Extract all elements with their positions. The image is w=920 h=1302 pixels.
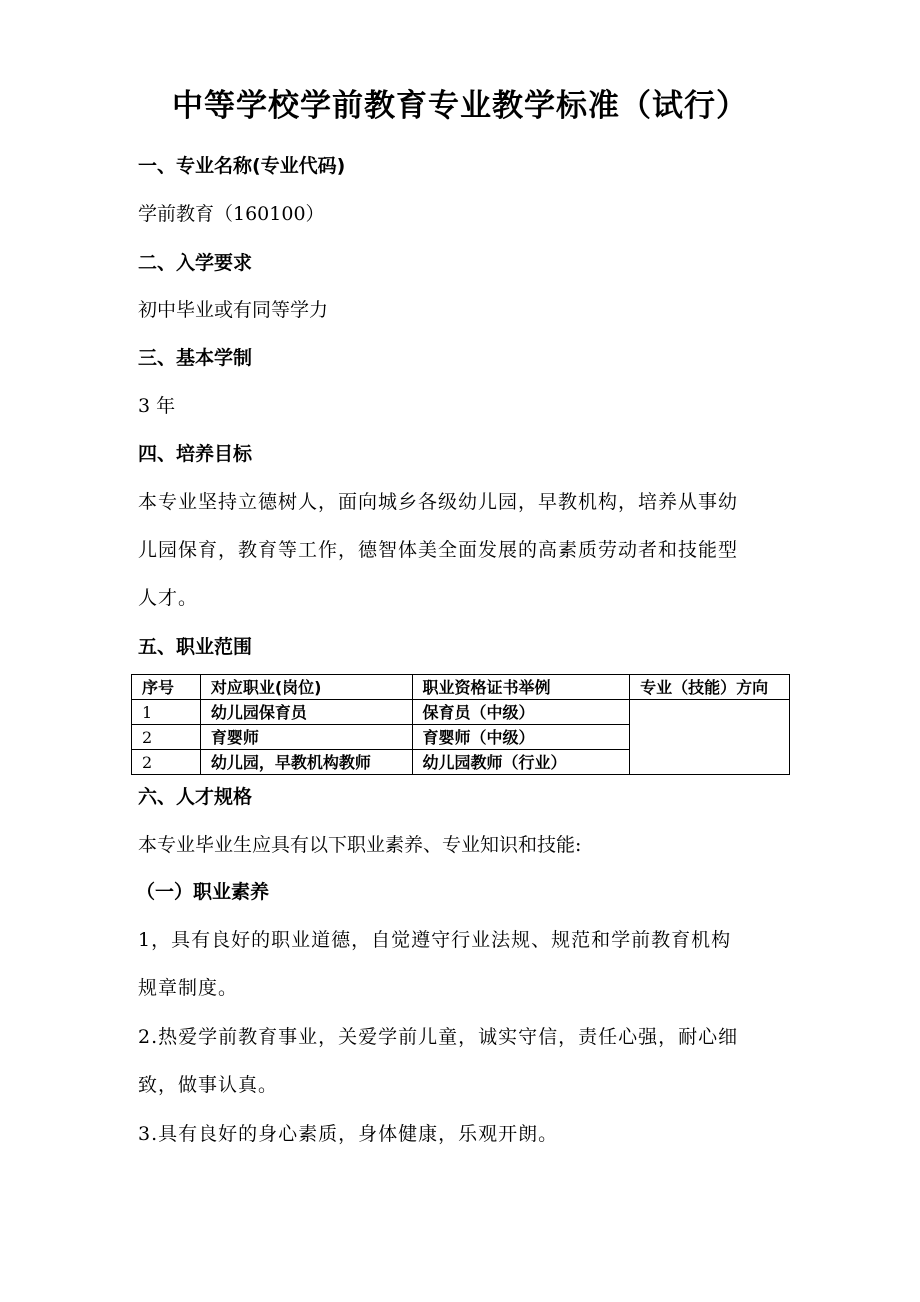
objectives-paragraph: [138, 478, 798, 622]
cell-occupation: 幼儿园，早教机构教师: [200, 750, 412, 775]
header-cell-direction: 专业（技能）方向: [630, 675, 790, 700]
quality-item-line: 致，做事认真。: [138, 1074, 279, 1096]
admission-value: 初中毕业或有同等学力: [138, 299, 329, 321]
header-cell-occupation: 对应职业(岗位): [200, 675, 412, 700]
table-row: [132, 700, 790, 725]
cell-number: 1: [132, 700, 201, 725]
cell-certificate: 幼儿园教师（行业）: [412, 750, 630, 775]
quality-item-line: 规章制度。: [138, 977, 239, 999]
cell-occupation: 幼儿园保育员: [200, 700, 412, 725]
subsection-heading-professional-quality: （一）职业素养: [136, 881, 270, 903]
quality-item-1: [138, 916, 798, 1012]
career-scope-table: [131, 674, 790, 775]
header-cell-number: 序号: [132, 675, 201, 700]
section-heading-admission: 二、入学要求: [138, 252, 253, 274]
talent-spec-intro: 本专业毕业生应具有以下职业素养、专业知识和技能:: [138, 834, 582, 856]
section-heading-duration: 三、基本学制: [138, 347, 253, 369]
section-heading-objectives: 四、培养目标: [138, 443, 253, 465]
objectives-line: 人才。: [138, 587, 199, 609]
objectives-line: 本专业坚持立德树人，面向城乡各级幼儿园，早教机构，培养从事幼: [138, 491, 739, 513]
quality-item-line: 2.热爱学前教育事业，关爱学前儿童，诚实守信，责任心强，耐心细: [138, 1026, 739, 1048]
major-name-value: 学前教育（160100）: [138, 203, 325, 225]
quality-item-3: [138, 1110, 798, 1158]
duration-value: 3 年: [138, 395, 176, 417]
cell-number: 2: [132, 750, 201, 775]
cell-certificate: 育婴师（中级）: [412, 725, 630, 750]
cell-number: 2: [132, 725, 201, 750]
section-heading-major-name: 一、专业名称(专业代码): [138, 155, 346, 177]
cell-certificate: 保育员（中级）: [412, 700, 630, 725]
section-heading-talent-spec: 六、人才规格: [138, 786, 253, 808]
cell-occupation: 育婴师: [200, 725, 412, 750]
header-cell-certificate: 职业资格证书举例: [412, 675, 630, 700]
quality-item-2: [138, 1013, 798, 1109]
cell-direction-empty: [630, 700, 790, 775]
objectives-line: 儿园保育，教育等工作，德智体美全面发展的高素质劳动者和技能型: [138, 539, 739, 561]
quality-item-line: 3.具有良好的身心素质，身体健康，乐观开朗。: [138, 1123, 559, 1145]
document-title: 中等学校学前教育专业教学标准（试行）: [172, 88, 748, 124]
table-header-row: [132, 675, 790, 700]
section-heading-career-scope: 五、职业范围: [138, 636, 253, 658]
quality-item-line: 1，具有良好的职业道德，自觉遵守行业法规、规范和学前教育机构: [138, 929, 732, 951]
